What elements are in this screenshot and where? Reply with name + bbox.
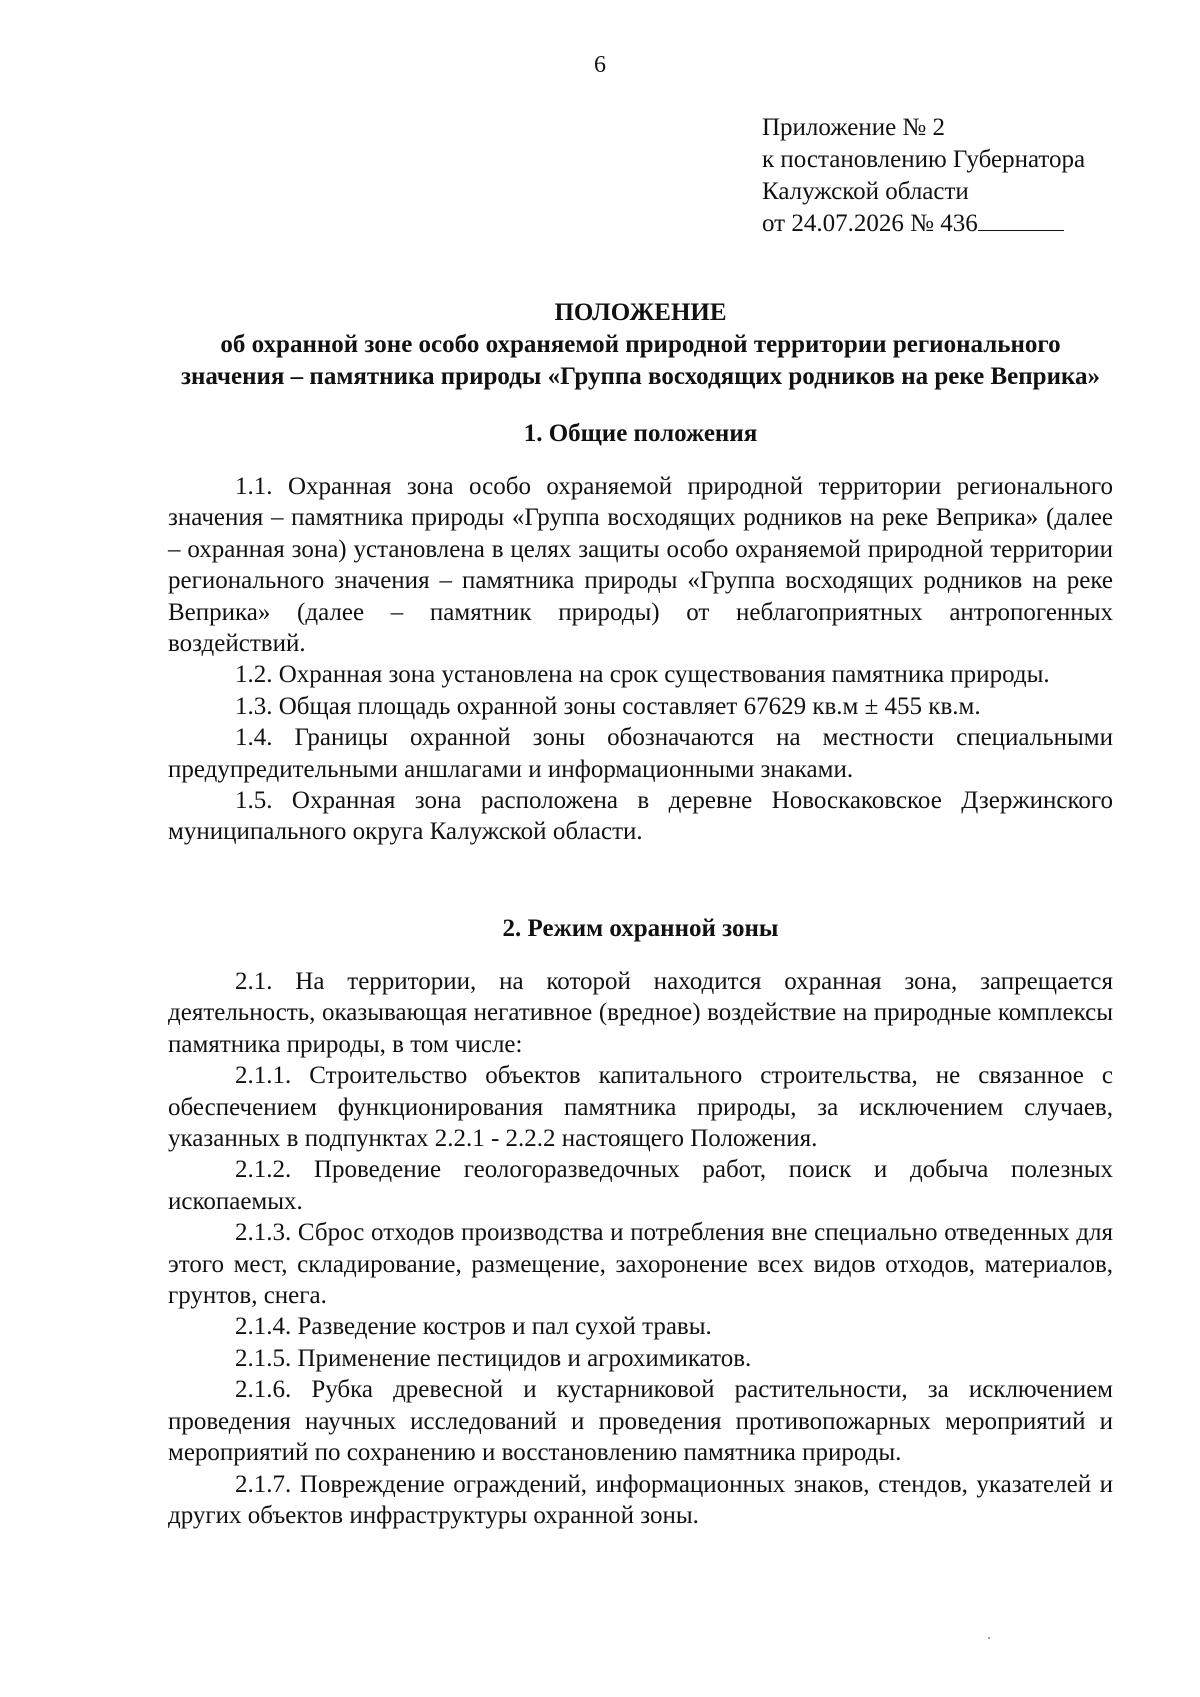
paragraph: 1.1. Охранная зона особо охраняемой природной территории регионального значения – памятника природы «Группа восходящих родников на реке Веприка» (далее – охранная зона) установлена в целях защиты особо охраняемой природной территории регионального значения – памятника природы «Группа восходящих родников на реке Веприка» (далее – памятник природы) от неблагоприятных антропогенных воздействий. xyxy=(168,473,1113,658)
paragraph: 2.1.2. Проведение геологоразведочных работ, поиск и добыча полезных ископаемых. xyxy=(168,1156,1113,1215)
document-subtitle: об охранной зоне особо охраняемой природной территории регионального значения – памятника природы «Группа восходящих родников на реке Веприка» xyxy=(180,331,1101,390)
paragraph: 2.1.5. Применение пестицидов и агрохимикатов. xyxy=(235,1344,752,1372)
section-1-body xyxy=(168,471,1113,848)
paragraph: 2.1.3. Сброс отходов производства и потребления вне специально отведенных для этого мест, складирование, размещение, захоронение всех видов отходов, материалов, грунтов, снега. xyxy=(168,1219,1113,1310)
paragraph: 1.4. Границы охранной зоны обозначаются на местности специальными предупредительными аншлагами и информационными знаками. xyxy=(168,724,1113,783)
number-underline xyxy=(978,210,1064,231)
appendix-date-line xyxy=(762,208,1162,240)
paragraph: 1.2. Охранная зона установлена на срок существования памятника природы. xyxy=(235,661,1050,689)
paragraph: 2.1.1. Строительство объектов капитального строительства, не связанное с обеспечением функционирования памятника природы, за исключением случаев, указанных в подпунктах 2.2.1 - 2.2.2 настоящего Положения. xyxy=(168,1062,1113,1153)
section-2-body xyxy=(168,966,1113,1531)
paragraph: 1.3. Общая площадь охранной зоны составляет 67629 кв.м ± 455 кв.м. xyxy=(235,692,981,720)
scan-dot xyxy=(988,1637,990,1639)
appendix-line: к постановлению Губернатора xyxy=(762,146,1086,173)
appendix-line: Калужской области xyxy=(762,178,969,205)
document-title: ПОЛОЖЕНИЕ xyxy=(554,299,727,326)
appendix-block xyxy=(762,112,1162,240)
paragraph: 2.1. На территории, на которой находится охранная зона, запрещается деятельность, оказывающая негативное (вредное) воздействие на природные комплексы памятника природы, в том числе: xyxy=(168,968,1113,1058)
paragraph: 2.1.6. Рубка древесной и кустарниковой растительности, за исключением проведения научных исследований и проведения противопожарных мероприятий и мероприятий по сохранению и восстановлению памятника природы. xyxy=(168,1376,1113,1467)
document-title-block xyxy=(168,297,1113,393)
appendix-date-number: от 24.07.2026 № 436 xyxy=(762,210,978,237)
section-2-heading: 2. Режим охранной зоны xyxy=(502,915,779,942)
paragraph: 1.5. Охранная зона расположена в деревне Новоскаковское Дзержинского муниципального округа Калужской области. xyxy=(168,787,1113,846)
appendix-line: Приложение № 2 xyxy=(762,114,946,141)
page-number: 6 xyxy=(594,52,606,78)
paragraph: 2.1.4. Разведение костров и пал сухой травы. xyxy=(235,1313,712,1341)
paragraph: 2.1.7. Повреждение ограждений, информационных знаков, стендов, указателей и других объектов инфраструктуры охранной зоны. xyxy=(168,1470,1113,1529)
section-1-heading: 1. Общие положения xyxy=(523,420,758,447)
